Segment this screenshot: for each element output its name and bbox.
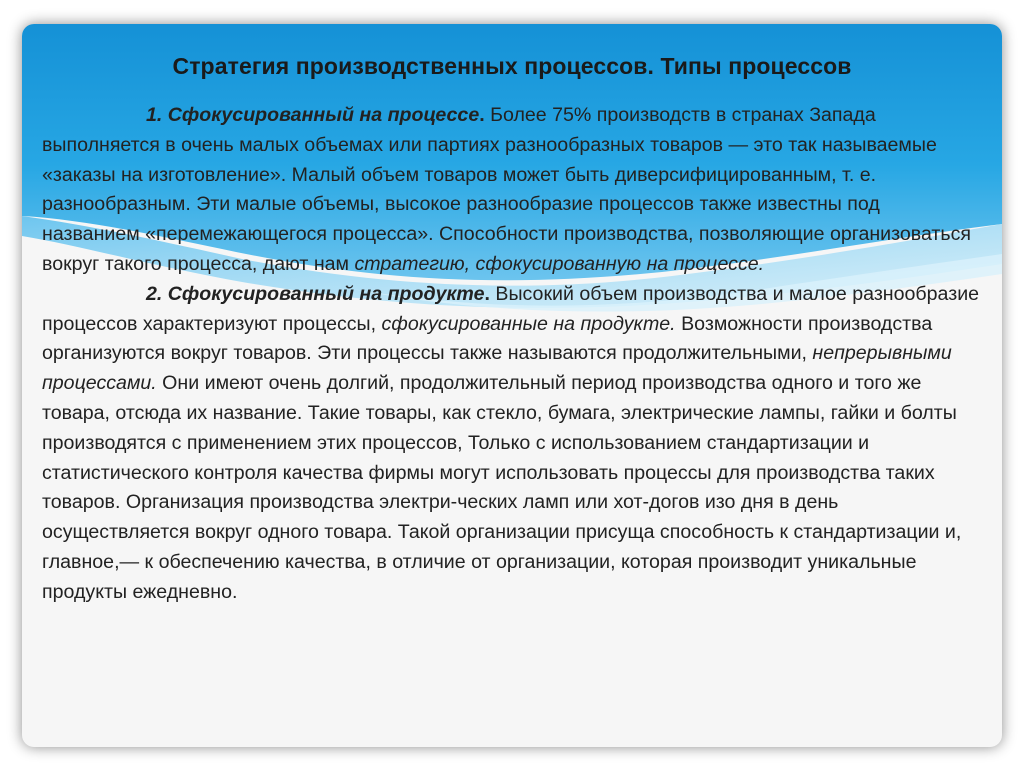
slide-title: Стратегия производственных процессов. Типы процессов bbox=[172, 53, 852, 79]
slide-body bbox=[42, 101, 982, 608]
paragraph-2-heading-dot: . bbox=[484, 282, 490, 305]
paragraph-1 bbox=[42, 101, 982, 280]
paragraph-1-heading: 1. Сфокусированный на процессе bbox=[146, 104, 480, 126]
paragraph-2-heading: 2. Сфокусированный на продукте bbox=[146, 282, 485, 305]
paragraph-2-text-a: Высокий объем производства и малое разнообразие процессов характеризуют процессы, bbox=[42, 282, 980, 335]
paragraph-2-text-b: Возможности производства организуются вокруг товаров. Эти процессы также называются продолжительными, bbox=[42, 312, 933, 365]
paragraph-1-text: Более 75% производств в странах Запада выполняется в очень малых объемах или партиях разнообразных товаров — это так называемые «заказы на изготовление». Малый объем товаров может быть диверсифицированным, т. е. разнообразным. Эти малые объемы, высокое разнообразие процессов также известны под названием «перемежающегося процесса». Способности производства, позволяющие организоваться вокруг такого процесса, дают нам bbox=[42, 104, 972, 275]
paragraph-2-text-c: Они имеют очень долгий, продолжительный период производства одного и того же товара, отсюда их название. Такие товары, как стекло, бумага, электрические лампы, гайки и болты производятся с применением этих процессов, Только с использованием стандартизации и статистического контроля качества фирмы могут использовать процессы для производства таких товаров. Организация производства электри-ческих ламп или хот-догов изо дня в день осуществляется вокруг одного товара. Такой организации присуща способность к стандартизации и, главное,— к обеспечению качества, в отличие от организации, которая производит уникальные продукты ежедневно. bbox=[42, 372, 962, 603]
paragraph-1-italic: стратегию, сфокусированную на процессе. bbox=[354, 252, 765, 275]
paragraph-1-heading-dot: . bbox=[479, 104, 485, 126]
slide-content bbox=[22, 24, 1002, 747]
paragraph-2-italic-a: сфокусированные на продукте. bbox=[381, 312, 676, 335]
paragraph-2 bbox=[42, 280, 982, 608]
paragraph-2-italic-b: непрерывными процессами. bbox=[42, 342, 952, 395]
slide bbox=[22, 24, 1002, 747]
